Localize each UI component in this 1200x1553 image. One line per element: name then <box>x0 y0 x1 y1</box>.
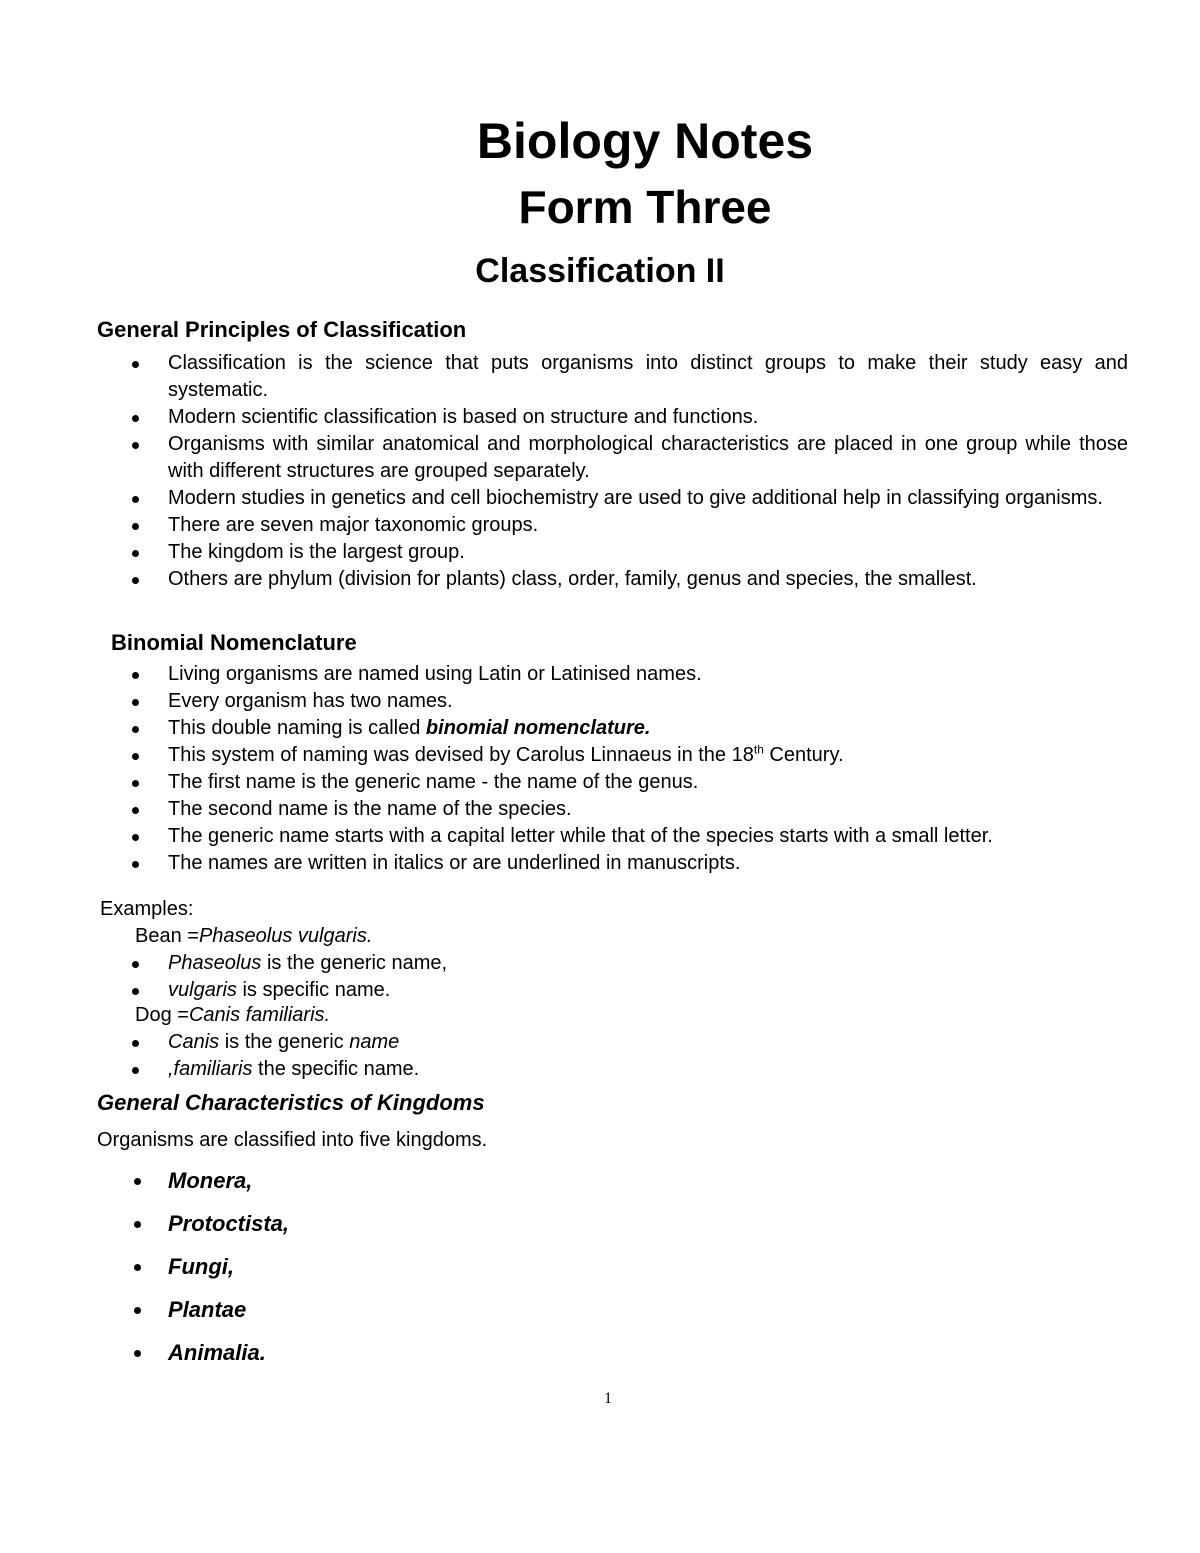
list-item: This double naming is called binomial nomenclature. <box>168 715 1128 742</box>
list-item: ,familiaris the specific name. <box>168 1056 1128 1083</box>
bullet-icon <box>132 961 139 968</box>
bullet-icon <box>132 550 139 557</box>
list-item: The names are written in italics or are underlined in manuscripts. <box>168 850 1128 877</box>
bullet-icon <box>132 577 139 584</box>
bullet-icon <box>134 1264 141 1271</box>
bean-list <box>168 950 1128 1004</box>
page-number: 1 <box>604 1390 612 1407</box>
list-item: vulgaris is specific name. <box>168 977 1128 1004</box>
bullet-icon <box>132 834 139 841</box>
list-item: Modern scientific classification is based on structure and functions. <box>168 404 1128 431</box>
section-heading-binomial: Binomial Nomenclature <box>111 630 357 655</box>
bullet-icon <box>132 1067 139 1074</box>
bullet-icon <box>134 1178 141 1185</box>
bullet-icon <box>132 699 139 706</box>
bullet-icon <box>132 753 139 760</box>
bullet-icon <box>132 780 139 787</box>
list-item: Organisms with similar anatomical and morphological characteristics are placed in one group while those with different structures are grouped separately. <box>168 431 1128 485</box>
list-item: The generic name starts with a capital letter while that of the species starts with a small letter. <box>168 823 1128 850</box>
bullet-icon <box>132 1040 139 1047</box>
emphasized-term: binomial nomenclature. <box>425 717 651 739</box>
list-item: Phaseolus is the generic name, <box>168 950 1128 977</box>
bullet-icon <box>132 672 139 679</box>
bean-example: Bean =Phaseolus vulgaris. <box>135 925 373 947</box>
list-item: Protoctista, <box>168 1211 289 1254</box>
list-item: Plantae <box>168 1297 289 1340</box>
bullet-icon <box>134 1307 141 1314</box>
bullet-icon <box>132 726 139 733</box>
list-item: The kingdom is the largest group. <box>168 539 1128 566</box>
section-heading-principles: General Principles of Classification <box>97 317 467 342</box>
principles-list <box>168 350 1128 593</box>
bullet-icon <box>132 523 139 530</box>
list-item: Canis is the generic name <box>168 1029 1128 1056</box>
binomial-list <box>168 661 1128 877</box>
bullet-icon <box>132 415 139 422</box>
list-item: The first name is the generic name - the name of the genus. <box>168 769 1128 796</box>
kingdoms-list <box>168 1168 289 1383</box>
list-item: Animalia. <box>168 1340 289 1383</box>
list-item: Living organisms are named using Latin or Latinised names. <box>168 661 1128 688</box>
bullet-icon <box>132 442 139 449</box>
list-item: Modern studies in genetics and cell biochemistry are used to give additional help in classifying organisms. <box>168 485 1128 512</box>
bullet-icon <box>132 361 139 368</box>
bullet-icon <box>132 807 139 814</box>
bullet-icon <box>132 988 139 995</box>
list-item: Others are phylum (division for plants) class, order, family, genus and species, the smallest. <box>168 566 1128 593</box>
topic-title: Classification II <box>475 252 725 290</box>
dog-list <box>168 1029 1128 1083</box>
list-item: This system of naming was devised by Carolus Linnaeus in the 18th Century. <box>168 742 1128 769</box>
examples-label: Examples: <box>100 898 194 920</box>
list-item: Monera, <box>168 1168 289 1211</box>
bullet-icon <box>132 861 139 868</box>
bullet-icon <box>134 1221 141 1228</box>
document-subtitle: Form Three <box>518 181 772 233</box>
document-title: Biology Notes <box>476 113 814 169</box>
list-item: Every organism has two names. <box>168 688 1128 715</box>
list-item: There are seven major taxonomic groups. <box>168 512 1128 539</box>
dog-example: Dog =Canis familiaris. <box>135 1004 331 1026</box>
bullet-icon <box>134 1350 141 1357</box>
bullet-icon <box>132 496 139 503</box>
kingdoms-intro: Organisms are classified into five kingdoms. <box>97 1129 488 1151</box>
list-item: The second name is the name of the species. <box>168 796 1128 823</box>
section-heading-kingdoms: General Characteristics of Kingdoms <box>97 1090 485 1115</box>
list-item: Fungi, <box>168 1254 289 1297</box>
list-item: Classification is the science that puts organisms into distinct groups to make their study easy and systematic. <box>168 350 1128 404</box>
